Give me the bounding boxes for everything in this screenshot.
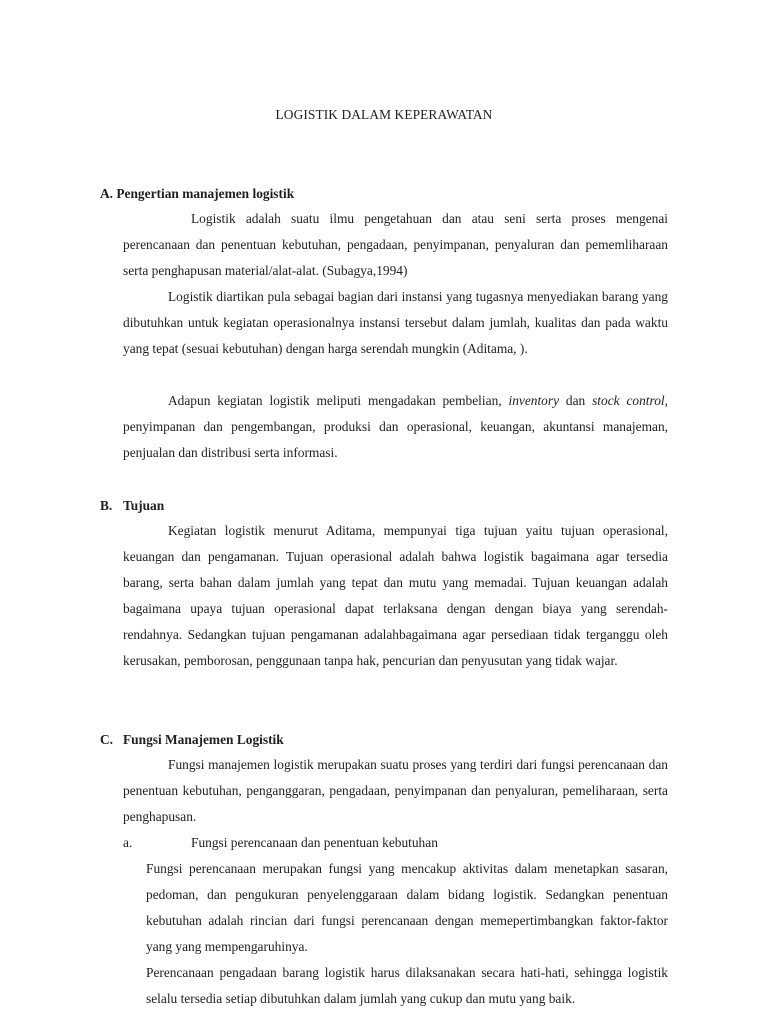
section-b-marker: B. xyxy=(100,498,113,513)
section-c-paragraph-1: Fungsi manajemen logistik merupakan suatu proses yang terdiri dari fungsi perencanaan dan penentuan kebutuhan, penganggaran, pengadaan, penyimpanan dan penyaluran, pemeliharaan, serta penghapusan. xyxy=(123,757,668,824)
section-a-heading: A. Pengertian manajemen logistik xyxy=(100,186,295,201)
section-c-marker: C. xyxy=(100,732,114,747)
section-b-title: Tujuan xyxy=(123,498,165,513)
list-item-a xyxy=(123,835,438,851)
section-a-paragraph-1: Logistik adalah suatu ilmu pengetahuan dan atau seni serta proses mengenai perencanaan dan penentuan kebutuhan, pengadaan, penyimpanan, penyaluran dan pememliharaan serta penghapusan material/alat-alat. (Subagya,1994) xyxy=(123,211,668,278)
section-c-heading xyxy=(100,732,284,748)
document-title: LOGISTIK DALAM KEPERAWATAN xyxy=(275,107,493,122)
section-b-paragraph-1: Kegiatan logistik menurut Aditama, mempunyai tiga tujuan yaitu tujuan operasional, keuangan dan pengamanan. Tujuan operasional adalah bahwa logistik bagaimana agar tersedia barang, serta bahan dalam jumlah yang tepat dan mutu yang memadai. Tujuan keuangan adalah bagaimana upaya tujuan operasional dapat terlaksana dengan dengan biaya yang serendah-rendahnya. Sedangkan tujuan pengamanan adalahbagaimana agar persediaan tidak terganggu oleh kerusakan, pemborosan, penggunaan tanpa hak, pencurian dan penyusutan yang tidak wajar. xyxy=(123,523,668,668)
section-c-title: Fungsi Manajemen Logistik xyxy=(123,732,284,747)
term-inventory: inventory xyxy=(508,393,560,408)
list-item-a-label: Fungsi perencanaan dan penentuan kebutuhan xyxy=(191,835,438,850)
section-a-paragraph-2: Logistik diartikan pula sebagai bagian dari instansi yang tugasnya menyediakan barang yang dibutuhkan untuk kegiatan operasionalnya instansi tersebut dalam jumlah, kualitas dan pada waktu yang tepat (sesuai kebutuhan) dengan harga serendah mungkin (Aditama, ). xyxy=(123,289,668,356)
list-item-a-paragraph-2: Perencanaan pengadaan barang logistik harus dilaksanakan secara hati-hati, sehingga logistik selalu tersedia setiap dibutuhkan dalam jumlah yang cukup dan mutu yang baik. xyxy=(146,965,668,1006)
list-item-a-marker: a. xyxy=(123,835,133,850)
section-a-paragraph-3-end: penyimpanan dan pengembangan, produksi dan operasional, keuangan, akuntansi manajeman, penjualan dan distribusi serta informasi. xyxy=(123,419,668,460)
list-item-a-paragraph-1: Fungsi perencanaan merupakan fungsi yang mencakup aktivitas dalam menetapkan sasaran, pedoman, dan pengukuran penyelenggaraan dalam bidang logistik. Sedangkan penentuan kebutuhan adalah rincian dari fungsi perencanaan dengan memepertimbangkan faktor-faktor yang yang mempengaruhinya. xyxy=(146,861,668,954)
section-b-heading xyxy=(100,498,164,514)
section-a-paragraph-3-mid: dan xyxy=(559,393,593,408)
section-a-paragraph-3 xyxy=(123,388,668,466)
section-a-paragraph-3-start: Adapun kegiatan logistik meliputi mengadakan pembelian, xyxy=(168,393,509,408)
term-stock-control: stock control, xyxy=(592,393,668,408)
